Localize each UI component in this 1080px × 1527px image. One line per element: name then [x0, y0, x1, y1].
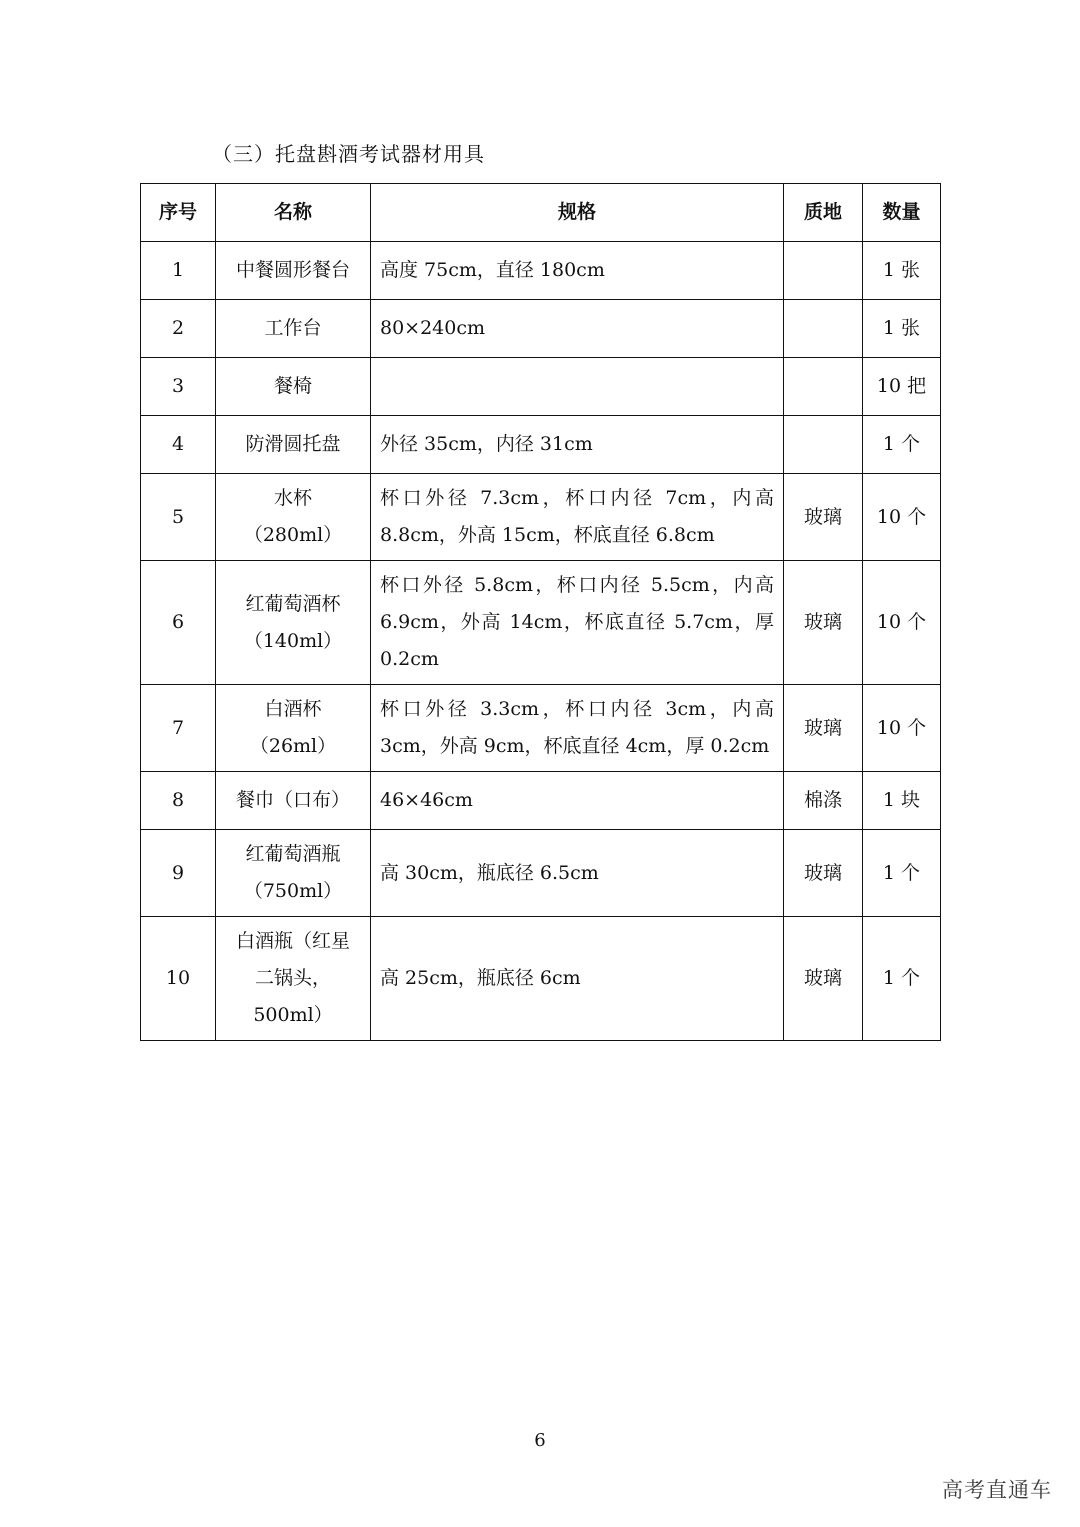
cell-spec: 高 30cm，瓶底径 6.5cm — [371, 830, 784, 917]
table-row — [141, 772, 941, 830]
table-row — [141, 416, 941, 474]
header-quantity: 数量 — [863, 184, 941, 242]
cell-quantity: 10 个 — [863, 561, 941, 685]
cell-material: 玻璃 — [784, 561, 863, 685]
cell-name-line: 工作台 — [264, 317, 322, 339]
cell-name — [216, 242, 371, 300]
cell-no: 9 — [141, 830, 216, 917]
cell-quantity: 1 个 — [863, 830, 941, 917]
cell-name — [216, 685, 371, 772]
table-row — [141, 830, 941, 917]
cell-name — [216, 917, 371, 1041]
cell-name-line: 红葡萄酒瓶 — [245, 843, 341, 865]
table-row — [141, 561, 941, 685]
table-row — [141, 300, 941, 358]
cell-name-line: 餐巾（口布） — [235, 789, 350, 811]
cell-name-line: 红葡萄酒杯 — [245, 592, 341, 615]
cell-no: 8 — [141, 772, 216, 830]
cell-no: 7 — [141, 685, 216, 772]
cell-name-line: 白酒杯 — [264, 698, 322, 720]
cell-name-line: 水杯 — [273, 487, 312, 509]
cell-quantity: 10 把 — [863, 358, 941, 416]
cell-quantity: 1 张 — [863, 242, 941, 300]
table-header-row — [141, 184, 941, 242]
cell-spec: 46×46cm — [371, 772, 784, 830]
cell-name — [216, 300, 371, 358]
cell-spec: 杯口外径 7.3cm，杯口内径 7cm，内高 8.8cm，外高 15cm，杯底直径 6.8cm — [371, 474, 784, 561]
cell-name-line: （280ml） — [243, 524, 343, 546]
cell-name-line: 餐椅 — [273, 375, 312, 397]
cell-no: 4 — [141, 416, 216, 474]
section-heading: （三）托盘斟酒考试器材用具 — [212, 142, 485, 166]
cell-material: 玻璃 — [784, 474, 863, 561]
cell-name-line: 白酒瓶（红星 — [235, 930, 350, 952]
table-row — [141, 685, 941, 772]
cell-name — [216, 772, 371, 830]
header-spec: 规格 — [371, 184, 784, 242]
cell-name — [216, 474, 371, 561]
cell-name-line: 二锅头， — [254, 967, 331, 989]
cell-spec: 杯口外径 5.8cm，杯口内径 5.5cm，内高 6.9cm，外高 14cm，杯底直径 5.7cm，厚 0.2cm — [371, 561, 784, 685]
cell-name-line: （750ml） — [243, 880, 343, 902]
table-row — [141, 917, 941, 1041]
watermark: 高考直通车 — [942, 1478, 1052, 1502]
table-body — [141, 242, 941, 1041]
equipment-table — [140, 183, 941, 1041]
cell-quantity: 10 个 — [863, 685, 941, 772]
table-row — [141, 242, 941, 300]
table-row — [141, 474, 941, 561]
cell-spec: 高 25cm，瓶底径 6cm — [371, 917, 784, 1041]
page-number: 6 — [534, 1430, 546, 1451]
cell-name-line: （26ml） — [249, 735, 337, 757]
cell-quantity: 1 个 — [863, 917, 941, 1041]
cell-name — [216, 358, 371, 416]
cell-no: 6 — [141, 561, 216, 685]
cell-no: 3 — [141, 358, 216, 416]
cell-spec: 外径 35cm，内径 31cm — [371, 416, 784, 474]
cell-material: 玻璃 — [784, 917, 863, 1041]
cell-no: 2 — [141, 300, 216, 358]
header-no: 序号 — [141, 184, 216, 242]
cell-spec: 高度 75cm，直径 180cm — [371, 242, 784, 300]
cell-quantity: 1 张 — [863, 300, 941, 358]
cell-material — [784, 358, 863, 416]
cell-material — [784, 242, 863, 300]
cell-no: 5 — [141, 474, 216, 561]
cell-material: 玻璃 — [784, 685, 863, 772]
cell-name-line: （140ml） — [243, 629, 343, 652]
cell-material — [784, 416, 863, 474]
cell-no: 1 — [141, 242, 216, 300]
cell-name-line: 防滑圆托盘 — [245, 433, 341, 455]
cell-material: 玻璃 — [784, 830, 863, 917]
cell-name-line: 500ml） — [253, 1004, 333, 1026]
cell-no: 10 — [141, 917, 216, 1041]
cell-quantity: 10 个 — [863, 474, 941, 561]
header-name: 名称 — [216, 184, 371, 242]
cell-name — [216, 830, 371, 917]
cell-quantity: 1 块 — [863, 772, 941, 830]
cell-name-line: 中餐圆形餐台 — [235, 259, 350, 281]
cell-spec: 杯口外径 3.3cm，杯口内径 3cm，内高 3cm，外高 9cm，杯底直径 4cm，厚 0.2cm — [371, 685, 784, 772]
cell-name — [216, 416, 371, 474]
cell-name — [216, 561, 371, 685]
cell-spec — [371, 358, 784, 416]
cell-material — [784, 300, 863, 358]
cell-material: 棉涤 — [784, 772, 863, 830]
cell-spec: 80×240cm — [371, 300, 784, 358]
cell-quantity: 1 个 — [863, 416, 941, 474]
table-row — [141, 358, 941, 416]
header-material: 质地 — [784, 184, 863, 242]
